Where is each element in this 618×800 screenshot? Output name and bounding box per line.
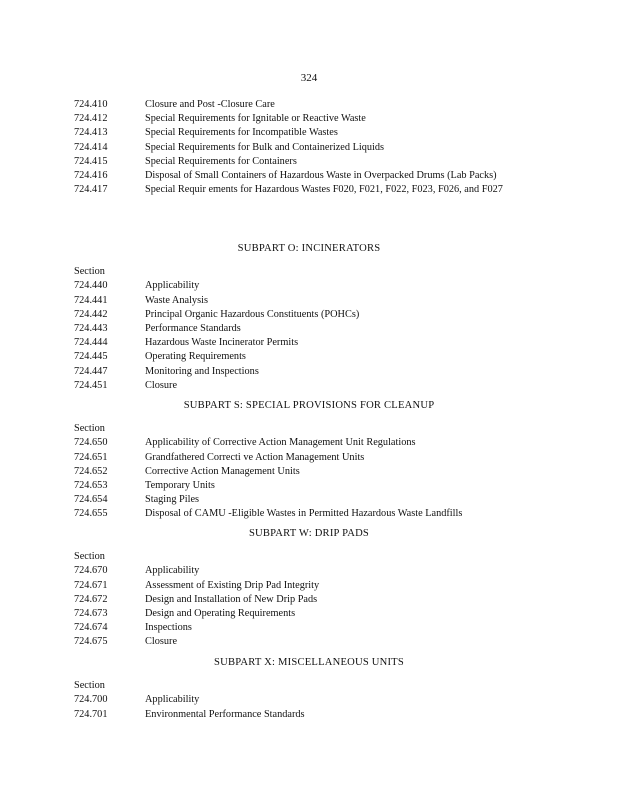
section-number: 724.653 [74,480,108,491]
section-title: Closure and Post -Closure Care [145,99,275,110]
section-label: Section [74,680,105,692]
section-title: Disposal of Small Containers of Hazardous Waste in Overpacked Drums (Lab Packs) [145,170,497,182]
section-number: 724.416 [74,170,108,182]
toc-entry [74,322,544,336]
toc-entry [74,593,544,607]
toc-entry [74,451,544,465]
toc-entry [74,350,544,364]
section-title: Design and Installation of New Drip Pads [145,593,318,605]
subpart-heading: SUBPART W: DRIP PADS [248,528,370,539]
section-title: Performance Standards [145,323,241,334]
page-number: 324 [300,72,318,84]
toc-entry [74,607,544,621]
toc-entry [74,507,544,521]
section-number: 724.445 [74,351,108,363]
section-number: 724.447 [74,365,108,377]
subpart-s-block [74,399,544,522]
section-number: 724.670 [74,565,108,577]
section-title: Applicability of Corrective Action Management Unit Regulations [145,437,416,449]
subpart-w-block [74,527,544,650]
subpart-o-block [74,242,544,393]
section-title: Environmental Performance Standards [145,708,305,720]
section-number: 724.440 [74,280,108,292]
section-title: Temporary Units [145,480,215,491]
section-number: 724.651 [74,451,108,463]
toc-entry [74,564,544,578]
section-title: Special Requirements for Containers [145,155,297,167]
section-number: 724.444 [74,337,108,349]
section-title: Special Requirements for Bulk and Containerized Liquids [145,141,385,153]
subpart-x-block [74,656,544,722]
section-number: 724.410 [74,99,108,110]
toc-entry [74,98,544,112]
section-title: Hazardous Waste Incinerator Permits [145,337,299,349]
section-number: 724.671 [74,579,108,591]
toc-entry [74,112,544,126]
section-number: 724.675 [74,636,108,648]
subpart-heading: SUBPART S: SPECIAL PROVISIONS FOR CLEANUP [183,400,435,411]
toc-entry [74,126,544,140]
section-title: Applicability [145,280,200,292]
toc-entry [74,635,544,649]
section-title: Design and Operating Requirements [145,608,296,619]
section-label: Section [74,423,105,435]
section-title: Assessment of Existing Drip Pad Integrity [145,579,320,591]
toc-entry [74,308,544,322]
toc-entry [74,708,544,722]
section-number: 724.413 [74,127,108,139]
section-number: 724.442 [74,308,108,320]
section-title: Corrective Action Management Units [145,465,300,477]
section-title: Waste Analysis [145,294,208,306]
section-label: Section [74,266,105,278]
section-title: Special Requirements for Ignitable or Reactive Waste [145,113,366,125]
section-title: Grandfathered Correcti ve Action Management Units [145,451,365,463]
section-number: 724.672 [74,593,108,605]
toc-entry [74,693,544,707]
toc-entry [74,183,544,197]
toc-entry [74,155,544,169]
section-number: 724.673 [74,608,108,619]
section-number: 724.701 [74,708,108,720]
section-number: 724.412 [74,113,108,125]
toc-entry [74,294,544,308]
toc-entry [74,279,544,293]
section-number: 724.451 [74,379,108,391]
section-title: Principal Organic Hazardous Constituents (POHCs) [145,308,360,320]
section-number: 724.650 [74,437,108,449]
section-title: Staging Piles [145,494,200,506]
section-title: Disposal of CAMU -Eligible Wastes in Permitted Hazardous Waste Landfills [145,508,463,520]
section-number: 724.417 [74,184,108,196]
toc-entry [74,465,544,479]
section-number: 724.654 [74,494,108,506]
toc-top-block [74,98,544,197]
section-label: Section [74,551,105,563]
section-number: 724.700 [74,694,108,706]
section-title: Monitoring and Inspections [145,365,259,377]
section-title: Operating Requirements [145,351,246,363]
toc-entry [74,621,544,635]
section-number: 724.441 [74,294,108,306]
section-number: 724.443 [74,323,108,334]
toc-entry [74,493,544,507]
toc-entry [74,436,544,450]
section-number: 724.674 [74,622,108,634]
section-number: 724.652 [74,465,108,477]
subpart-heading: SUBPART O: INCINERATORS [237,243,381,254]
section-title: Special Requirements for Incompatible Wastes [145,127,338,139]
toc-entry [74,579,544,593]
section-title: Closure [145,379,178,391]
section-title: Closure [145,636,178,648]
toc-entry [74,365,544,379]
section-number: 724.415 [74,155,108,167]
section-title: Special Requir ements for Hazardous Wastes F020, F021, F022, F023, F026, and F027 [145,184,503,196]
section-number: 724.414 [74,141,108,153]
toc-entry [74,336,544,350]
toc-entry [74,141,544,155]
section-title: Inspections [145,622,192,634]
toc-entry [74,479,544,493]
section-title: Applicability [145,565,200,577]
subpart-heading: SUBPART X: MISCELLANEOUS UNITS [214,657,404,668]
toc-entry [74,379,544,393]
toc-entry [74,169,544,183]
section-number: 724.655 [74,508,108,520]
section-title: Applicability [145,694,200,706]
